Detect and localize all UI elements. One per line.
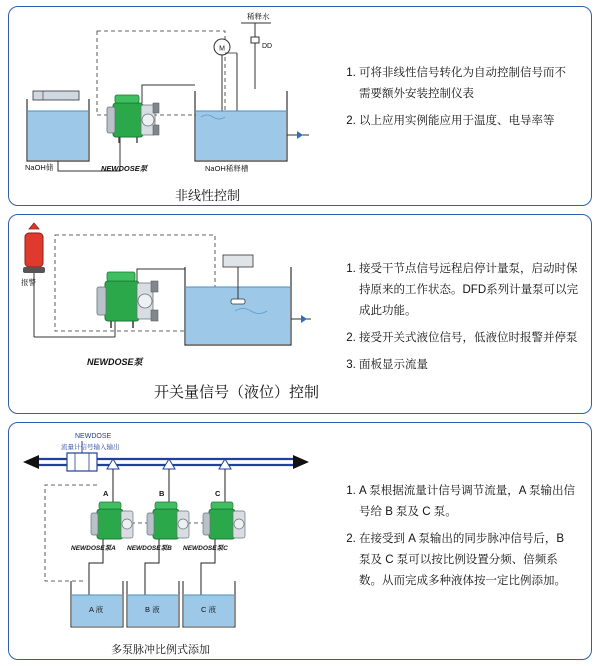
notes-panel-2 xyxy=(339,259,579,382)
note-item: 1. 接受干节点信号远程启停计量泵，启动时保持原来的工作状态。DFD系列计量泵可以完成此功能。 xyxy=(359,259,579,322)
label-valve-dd: DD xyxy=(262,43,273,50)
label-tank-a: A 液 xyxy=(89,605,104,614)
label-tank-c: C 液 xyxy=(201,605,216,614)
label-flowmeter: NEWDOSE xyxy=(75,433,112,440)
diagram-nonlinear-control xyxy=(9,7,349,207)
label-pump-a-letter: A xyxy=(103,489,109,498)
label-top-source: 稀释水 xyxy=(247,12,270,21)
caption-panel-3: 多泵脉冲比例式添加 xyxy=(111,644,210,656)
label-flowmeter-io: 流量计信号输入输出 xyxy=(61,444,120,451)
notes-panel-3 xyxy=(339,481,577,598)
note-item: 2. 以上应用实例能应用于温度、电导率等 xyxy=(359,111,577,132)
label-pump-newdose: NEWDOSE泵 xyxy=(87,357,143,367)
svg-text:M: M xyxy=(219,45,225,53)
label-pump-c-letter: C xyxy=(215,489,221,498)
note-item: 1. A 泵根据流量计信号调节流量，A 泵输出信号给 B 泵及 C 泵。 xyxy=(359,481,577,523)
notes-panel-1 xyxy=(339,63,577,138)
label-pump-c: NEWDOSE泵C xyxy=(183,545,228,552)
panel-switch-level-control xyxy=(8,214,592,414)
label-tank-left: NaOH储 xyxy=(25,163,54,172)
panel-multi-pump-ratio xyxy=(8,422,592,660)
label-pump-a: NEWDOSE泵A xyxy=(71,545,116,552)
panel-nonlinear-control xyxy=(8,6,592,206)
caption-panel-2: 开关量信号（液位）控制 xyxy=(154,385,320,401)
label-alarm: 报警 xyxy=(21,278,36,287)
note-item: 2. 在接受到 A 泵输出的同步脉冲信号后，B 泵及 C 泵可以按比例设置分频、倍频系数。从而完成多种液体按一定比例添加。 xyxy=(359,529,577,592)
note-item: 2. 接受开关式液位信号，低液位时报警并停泵 xyxy=(359,328,579,349)
label-tank-b: B 液 xyxy=(145,605,160,614)
caption-panel-1: 非线性控制 xyxy=(175,188,241,203)
label-tank-right: NaOH稀释槽 xyxy=(205,164,249,173)
label-pump-b-letter: B xyxy=(159,489,165,498)
note-item: 3. 面板显示流量 xyxy=(359,355,579,376)
note-item: 1. 可将非线性信号转化为自动控制信号而不需要额外安装控制仪表 xyxy=(359,63,577,105)
label-pump-newdose: NEWDOSE泵 xyxy=(101,164,148,173)
label-pump-b: NEWDOSE泵B xyxy=(127,545,172,552)
diagram-multi-pump-ratio xyxy=(9,423,349,661)
